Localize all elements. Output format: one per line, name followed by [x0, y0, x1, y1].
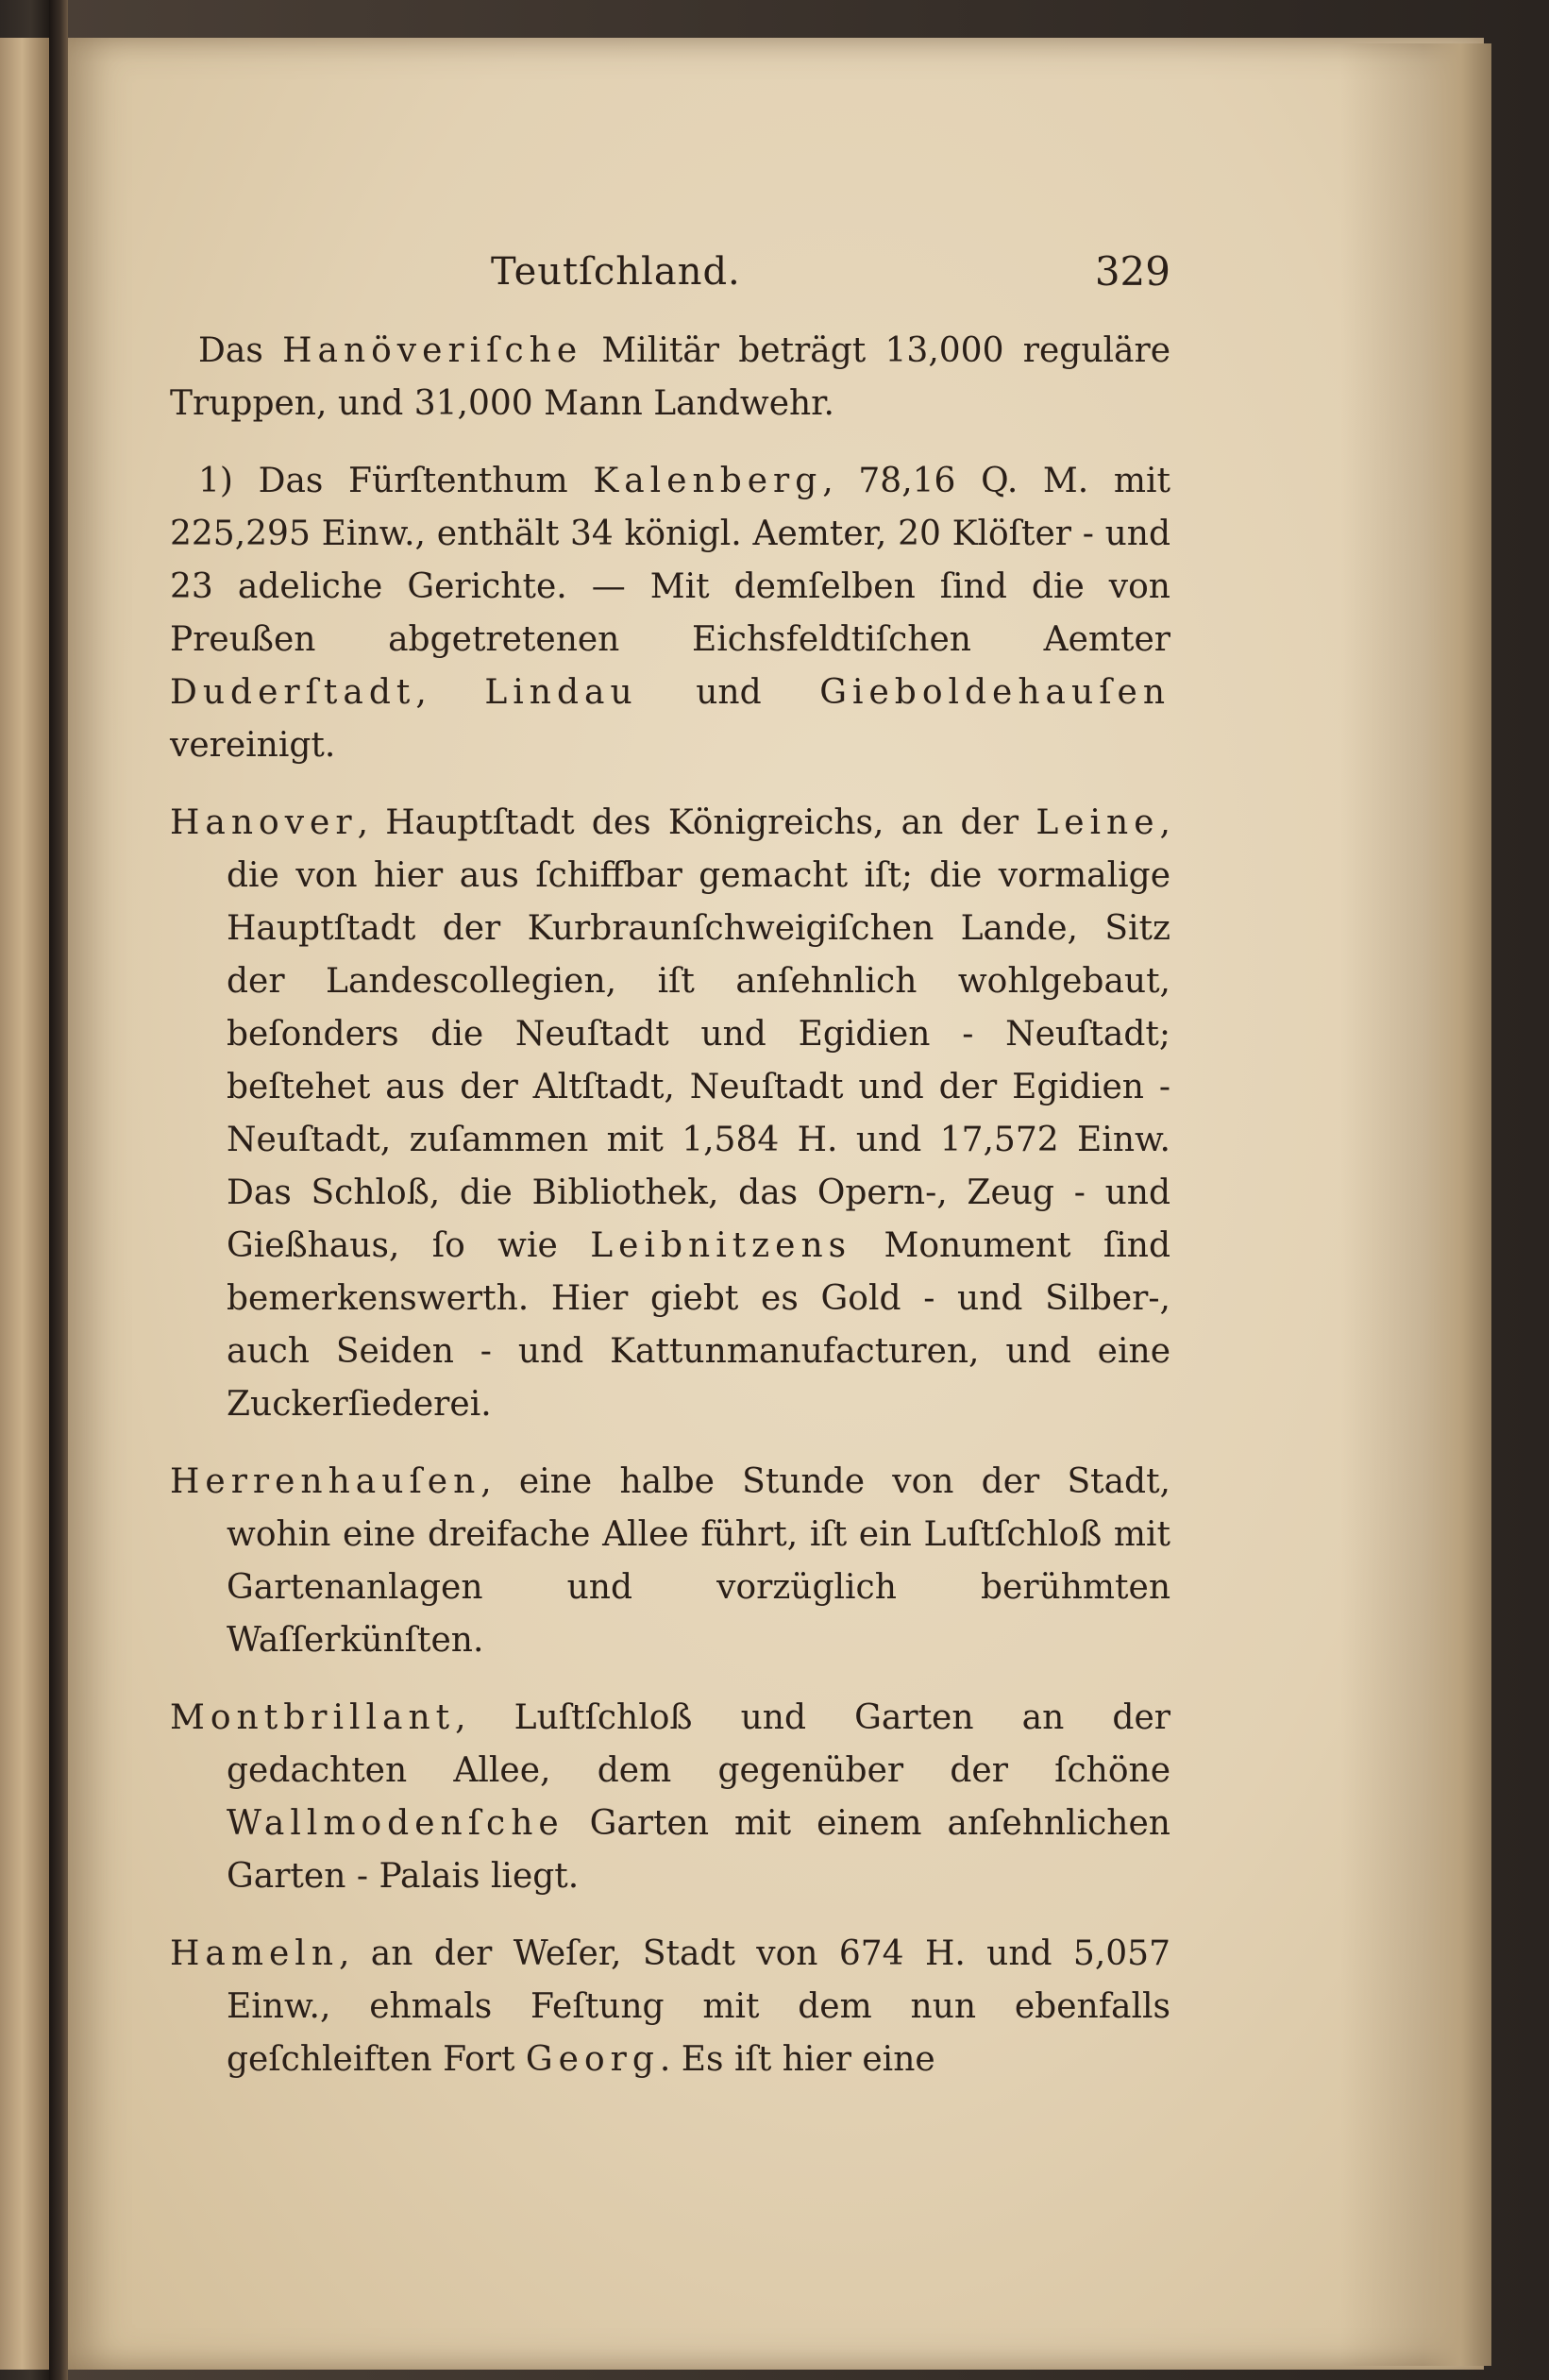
- duderstadt-emphasis: Duderſtadt: [170, 673, 416, 712]
- entry-hameln-text-1: , an der Weſer, Stadt von 674 H. und 5,057 Einw., ehmals Feſtung mit dem nun ebenfalls geſchleiften Fort: [227, 1934, 1170, 2079]
- page-fore-edge: [1340, 43, 1491, 2366]
- paragraph-kalenberg: [170, 455, 1170, 772]
- entry-herrenhausen: [170, 1456, 1170, 1667]
- kalenberg-text-middle-1: , 78,16 Q. M. mit 225,295 Einw., enthält 34 königl. Aemter, 20 Klöſter - und 23 adeliche Gerichte. — Mit demſelben ſind die von Preußen abgetretenen Eichsfeldtiſchen Aemter: [170, 462, 1170, 659]
- entry-hanover-name: Hanover: [170, 803, 358, 842]
- georg-emphasis: Georg: [525, 2040, 660, 2079]
- lindau-emphasis: Lindau: [484, 673, 638, 712]
- kalenberg-text-after: vereinigt.: [170, 726, 336, 765]
- left-page-edge: [0, 38, 51, 2370]
- entry-hanover-text-2: , die von hier aus ſchiffbar gemacht iſt; die vormalige Hauptſtadt der Kurbraunſchweigiſchen Lande, Sitz der Landescollegien, iſt anſehnlich wohlgebaut, beſonders die Neuſtadt und Egidien - Neuſtadt; beſtehet aus der Altſtadt, Neuſtadt und der Egidien - Neuſtadt, zuſammen mit 1,584 H. und 17,572 Einw. Das Schloß, die Bibliothek, das Opern-, Zeug - und Gießhaus, ſo wie: [227, 803, 1170, 1265]
- entry-montbrillant-name: Montbrillant: [170, 1698, 456, 1737]
- running-head: [170, 245, 1170, 302]
- kalenberg-text-before: 1) Das Fürſtenthum: [198, 462, 594, 500]
- paragraph-military: [170, 325, 1170, 430]
- entry-hanover-text-3: Monument ſind bemerkenswerth. Hier giebt es Gold - und Silber-, auch Seiden - und Kattunmanufacturen, und eine Zuckerſiederei.: [227, 1226, 1170, 1424]
- gieboldehausen-emphasis: Gieboldehauſen: [819, 673, 1171, 712]
- leibnitzens-emphasis: Leibnitzens: [590, 1226, 852, 1265]
- military-emphasis: Hanöveriſche: [282, 331, 583, 370]
- kalenberg-text-middle-2: ,: [415, 673, 485, 712]
- entry-hameln: [170, 1928, 1170, 2086]
- entry-hameln-text-2: . Es iſt hier eine: [659, 2040, 935, 2079]
- entry-herrenhausen-text: , eine halbe Stunde von der Stadt, wohin eine dreifache Allee führt, iſt ein Luſtſchloß mit Gartenanlagen und vorzüglich berühmten Waſſerkünſten.: [227, 1462, 1170, 1660]
- running-title: Teutſchland.: [491, 250, 741, 294]
- wallmodensche-emphasis: Wallmodenſche: [227, 1804, 564, 1843]
- entry-hanover: [170, 797, 1170, 1431]
- page-text: [170, 245, 1170, 2111]
- entry-montbrillant-text-1: , Luſtſchloß und Garten an der gedachten Allee, dem gegenüber der ſchöne: [227, 1698, 1170, 1790]
- leine-emphasis: Leine: [1035, 803, 1160, 842]
- entry-hanover-text-1: , Hauptſtadt des Königreichs, an der: [357, 803, 1036, 842]
- military-text-before: Das: [198, 331, 283, 370]
- entry-hameln-name: Hameln: [170, 1934, 339, 1973]
- military-text-after: Militär beträgt 13,000 reguläre Truppen, und 31,000 Mann Landwehr.: [170, 331, 1171, 423]
- kalenberg-text-middle-3: und: [637, 673, 820, 712]
- entry-montbrillant: [170, 1692, 1170, 1903]
- book-gutter: [49, 0, 68, 2380]
- page-number: 329: [1094, 248, 1170, 295]
- entry-montbrillant-text-2: Garten mit einem anſehnlichen Garten - Palais liegt.: [227, 1804, 1170, 1896]
- entry-herrenhausen-name: Herrenhauſen: [170, 1462, 481, 1501]
- kalenberg-emphasis: Kalenberg: [593, 462, 823, 500]
